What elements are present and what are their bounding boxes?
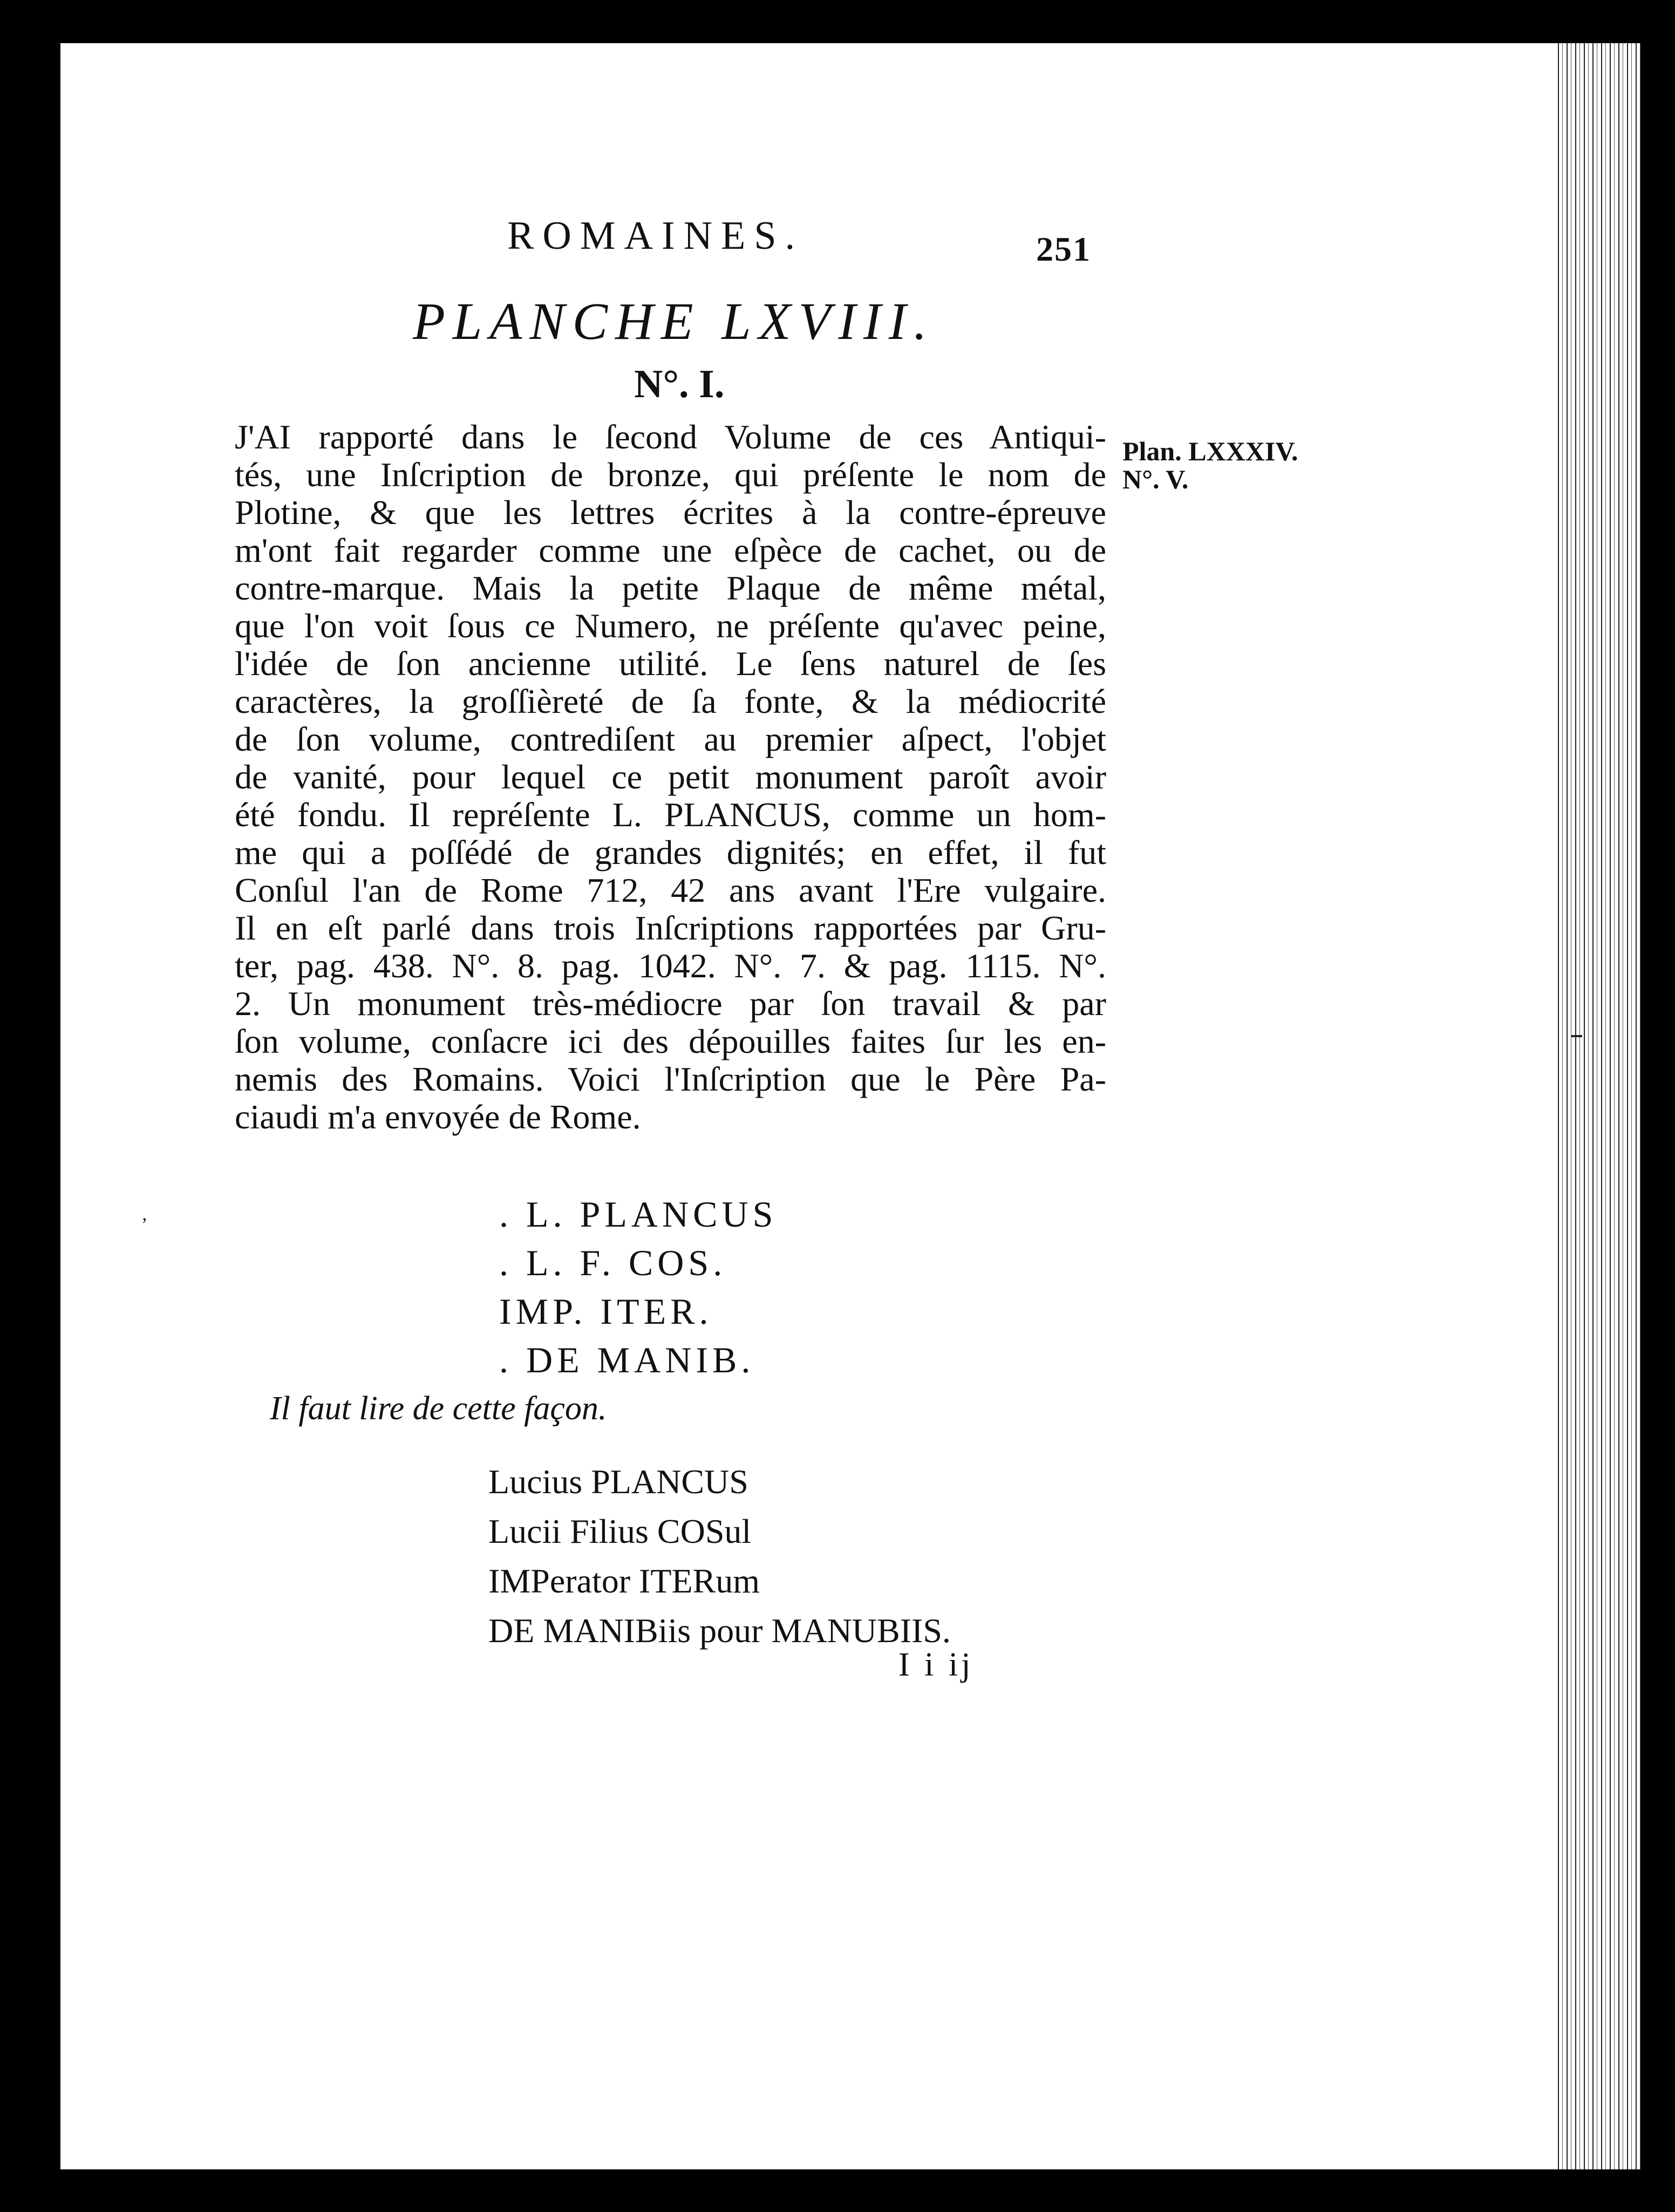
plate-title: PLANCHE LXVIII. (413, 292, 935, 351)
inscription (499, 1190, 777, 1384)
running-title: ROMAINES. (507, 214, 804, 258)
text-line: ciaudi m'a envoyée de Rome. (235, 1098, 641, 1136)
text-line: J'AI rapporté dans le ſecond Volume de ces Antiqui- (235, 418, 1106, 456)
body-paragraph (235, 418, 1106, 1136)
margin-note-line: N°. V. (1122, 464, 1189, 494)
text-line: été fondu. Il repréſente L. PLANCUS, comme un hom- (235, 795, 1106, 834)
reading-instruction: Il faut lire de cette façon. (270, 1390, 607, 1427)
inscription-line: . DE MANIB. (499, 1339, 755, 1380)
inscription-line: . L. PLANCUS (499, 1194, 778, 1235)
scan-speck: ‚ (141, 1204, 148, 1224)
text-line: 2. Un monument très-médiocre par ſon travail & par (235, 984, 1106, 1023)
text-line: de ſon volume, contrediſent au premier aſpect, l'objet (235, 720, 1106, 758)
text-line: contre-marque. Mais la petite Plaque de même métal, (235, 569, 1106, 607)
page-edge (1554, 43, 1640, 2169)
text-line: Conſul l'an de Rome 712, 42 ans avant l'Ere vulgaire. (235, 871, 1106, 909)
text-line: de vanité, pour lequel ce petit monument paroît avoir (235, 758, 1106, 796)
text-line: que l'on voit ſous ce Numero, ne préſente qu'avec peine, (235, 607, 1106, 645)
reading-line: DE MANIBiis pour MANUBIIS. (488, 1611, 951, 1650)
text-line: nemis des Romains. Voici l'Inſcription que le Père Pa- (235, 1060, 1106, 1098)
text-line: Il en eſt parlé dans trois Inſcriptions rapportées par Gru- (235, 909, 1106, 947)
expanded-reading (488, 1457, 951, 1656)
text-line: me qui a poſſédé de grandes dignités; en effet, il fut (235, 833, 1106, 872)
reading-line: Lucius PLANCUS (488, 1462, 748, 1501)
signature-mark: I i ij (898, 1646, 974, 1683)
text-line: caractères, la groſſièreté de ſa fonte, & la médiocrité (235, 682, 1106, 720)
item-number: N°. I. (634, 362, 725, 406)
text-line: ſon volume, conſacre ici des dépouilles faites ſur les en- (235, 1022, 1106, 1060)
reading-line: Lucii Filius COSul (488, 1512, 752, 1550)
margin-note (1122, 437, 1298, 493)
margin-note-line: Plan. LXXXIV. (1122, 436, 1298, 466)
inscription-line: . L. F. COS. (499, 1242, 727, 1283)
text-line: ter, pag. 438. N°. 8. pag. 1042. N°. 7. & pag. 1115. N°. (235, 947, 1106, 985)
reading-line: IMPerator ITERum (488, 1562, 760, 1600)
inscription-line: IMP. ITER. (499, 1291, 713, 1332)
text-line: Plotine, & que les lettres écrites à la contre-épreuve (235, 493, 1106, 532)
text-line: l'idée de ſon ancienne utilité. Le ſens naturel de ſes (235, 644, 1106, 683)
page-number: 251 (1036, 230, 1091, 268)
scan-speck (1571, 1035, 1582, 1037)
text-line: m'ont fait regarder comme une eſpèce de cachet, ou de (235, 531, 1106, 569)
text-line: tés, une Inſcription de bronze, qui préſente le nom de (235, 455, 1106, 494)
